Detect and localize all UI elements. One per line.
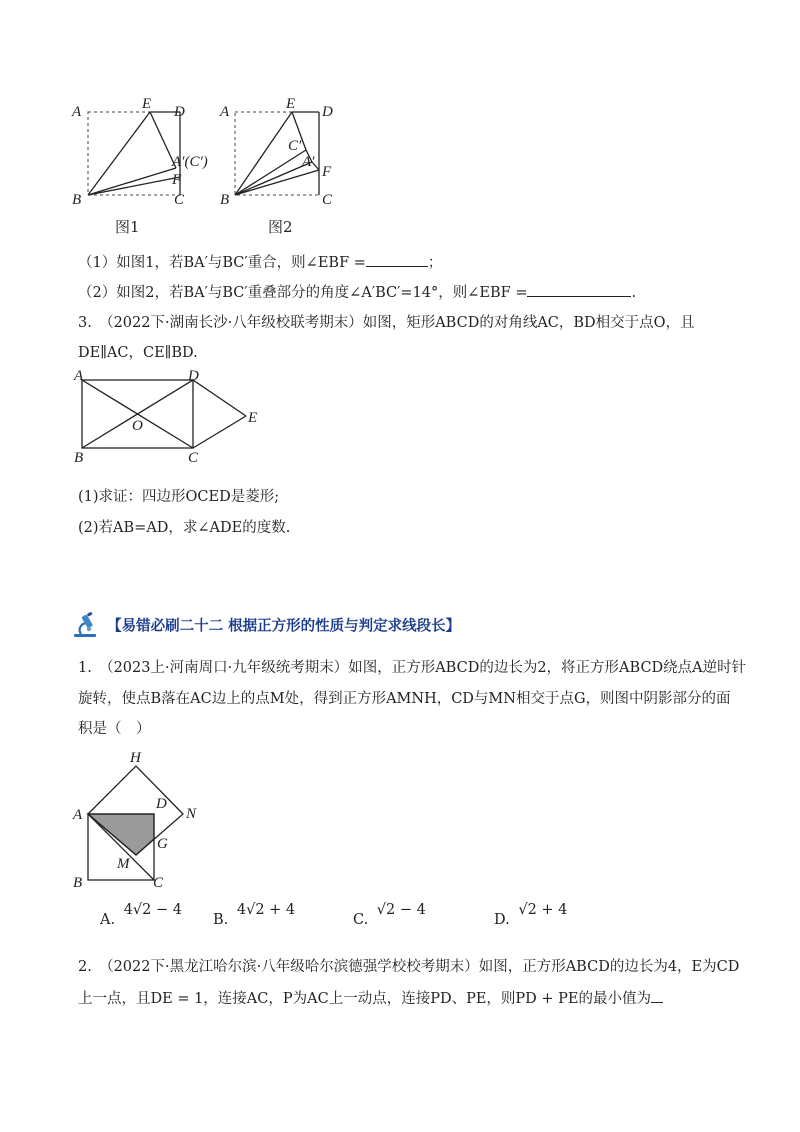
s1-line-1: 1. （2023上·河南周口·九年级统考期末）如图，正方形ABCD的边长为2，将正方形ABCD绕点A逆时针 [78,660,747,676]
fig1-label-f: F [172,172,182,188]
option-a-value: 4√2 − 4 [123,902,182,918]
prev-part-1: （1）如图1，若BA′与BC′重合，则∠EBF = ； [78,252,442,273]
section-title: 【易错必刷二十二 根据正方形的性质与判定求线段长】 [107,618,461,635]
figure-2 [219,96,333,208]
q3-line-2: DE∥AC，CE∥BD. [78,345,198,361]
fig2-label-c: C [322,192,333,208]
q3-label-e: E [248,410,258,426]
q3-label-d: D [188,368,199,384]
option-d-value: √2 + 4 [518,902,568,918]
q3-figure [60,368,280,468]
answer-blank-3[interactable] [651,988,663,1003]
q3-label-a: A [74,368,84,384]
s2-line-2: 上一点，且DE = 1，连接AC，P为AC上一动点，连接PD、PE，则PD + PE的最小值为 [78,988,663,1009]
figure-1-2 [60,92,360,242]
q3-sub-2: (2)若AB=AD，求∠ADE的度数. [78,520,291,536]
fig1-label-a1: A′(C′) [172,154,208,170]
fig2-label-e: E [286,96,296,112]
s1-label-n: N [186,806,197,822]
option-a[interactable]: A. 4√2 − 4 [100,902,182,928]
fig2-caption: 图2 [268,218,293,236]
fig1-label-d: D [174,104,185,120]
fig1-label-b: B [72,192,82,208]
fig2-label-a1: A′ [302,154,315,170]
microscope-icon [72,612,102,638]
q3-sub-1: (1)求证：四边形OCED是菱形; [78,489,280,505]
q3-line-1: 3. （2022下·湖南长沙·八年级校联考期末）如图，矩形ABCD的对角线AC，BD相交于点O，且 [78,315,695,331]
option-d[interactable]: D. √2 + 4 [494,902,568,928]
fig1-caption: 图1 [115,218,140,236]
fig2-label-f: F [322,164,332,180]
answer-blank-1[interactable] [366,252,428,267]
option-c[interactable]: C. √2 − 4 [353,902,426,928]
prev-part-2: （2）如图2，若BA′与BC′重叠部分的角度∠A′BC′=14°，则∠EBF = . [78,282,636,303]
s1-figure [60,742,220,894]
q3-label-b: B [74,450,84,466]
fig2-label-a: A [220,104,230,120]
s1-label-h: H [130,750,141,766]
fig1-label-c: C [174,192,185,208]
q3-label-o: O [132,418,143,434]
s1-label-m: M [117,856,130,872]
option-c-value: √2 − 4 [376,902,426,918]
fig1-label-a: A [72,104,82,120]
q3-label-c: C [188,450,199,466]
s1-line-3: 积是（ ） [78,721,151,737]
option-b[interactable]: B. 4√2 + 4 [213,902,296,928]
s1-label-a: A [73,807,83,823]
figure-1 [71,96,208,208]
s1-label-g: G [157,836,168,852]
s2-line-1: 2. （2022下·黑龙江哈尔滨·八年级哈尔滨德强学校校考期末）如图，正方形ABCD的边长为4，E为CD [78,959,740,975]
fig2-label-d: D [322,104,333,120]
option-b-value: 4√2 + 4 [236,902,296,918]
fig2-label-c1: C′ [288,138,302,154]
fig1-label-e: E [142,96,152,112]
s1-line-2: 旋转，使点B落在AC边上的点M处，得到正方形AMNH，CD与MN相交于点G，则图中阴影部分的面 [78,691,731,707]
s1-label-b: B [73,875,83,891]
section-header [72,612,460,638]
answer-blank-2[interactable] [527,282,631,297]
s1-label-c: C [153,875,164,891]
fig2-label-b: B [220,192,230,208]
s1-label-d: D [156,796,167,812]
